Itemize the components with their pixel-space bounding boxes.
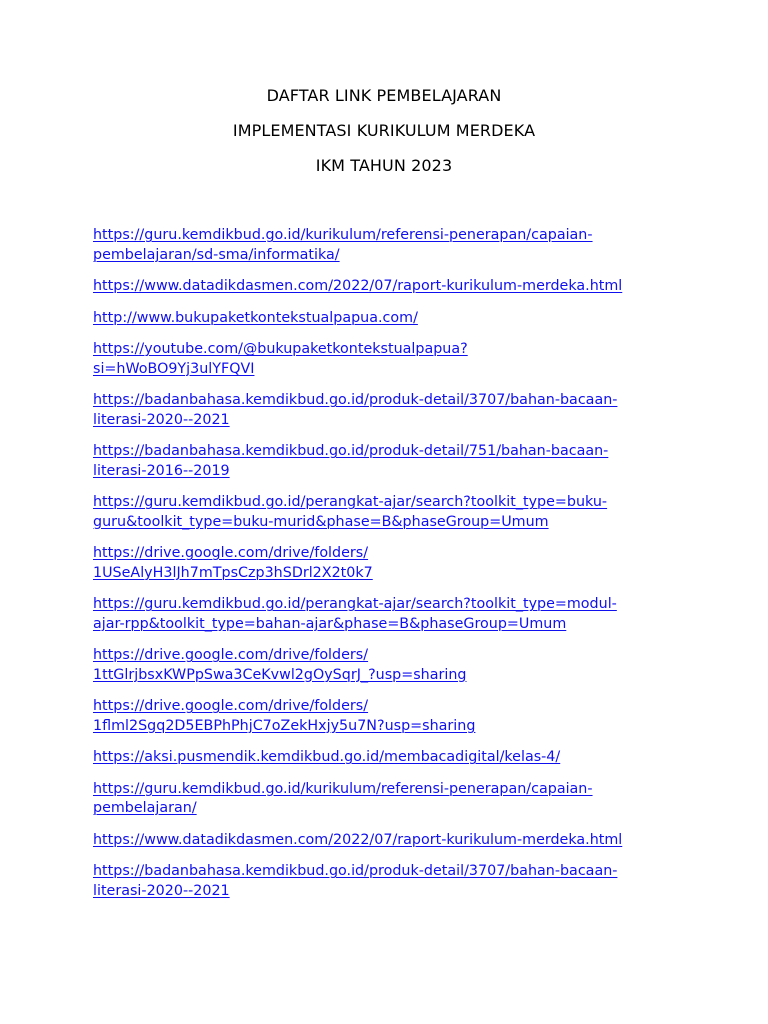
hyperlink-text-line: https://drive.google.com/drive/folders/ [93, 647, 369, 663]
hyperlink-text-line: pembelajaran/ [93, 800, 197, 816]
hyperlink[interactable] [93, 277, 683, 297]
hyperlink-text-line: https://youtube.com/@bukupaketkontekstualpapua? [93, 341, 468, 357]
link-item [93, 697, 683, 736]
hyperlink[interactable] [93, 748, 683, 768]
hyperlink[interactable] [93, 391, 683, 430]
hyperlink[interactable] [93, 309, 683, 329]
hyperlink-text-line: https://www.datadikdasmen.com/2022/07/raport-kurikulum-merdeka.html [93, 831, 623, 848]
hyperlink-text-line: https://www.datadikdasmen.com/2022/07/raport-kurikulum-merdeka.html [93, 278, 623, 294]
hyperlink-text-line: literasi-2020--2021 [93, 411, 230, 428]
link-item [93, 780, 683, 819]
hyperlink-text-line: https://guru.kemdikbud.go.id/kurikulum/referensi-penerapan/capaian- [93, 227, 593, 243]
link-item [93, 340, 683, 379]
hyperlink[interactable] [93, 862, 683, 901]
hyperlink[interactable] [93, 226, 683, 265]
hyperlink-text-line: http://www.bukupaketkontekstualpapua.com/ [93, 309, 418, 326]
title-line-3: IKM TAHUN 2023 [315, 156, 453, 175]
link-item [93, 226, 683, 265]
title-line-2: IMPLEMENTASI KURIKULUM MERDEKA [232, 121, 536, 140]
hyperlink-text-line: https://guru.kemdikbud.go.id/perangkat-ajar/search?toolkit_type=buku- [93, 494, 608, 510]
link-item [93, 391, 683, 430]
link-item [93, 493, 683, 532]
hyperlink-text-line: guru&toolkit_type=buku-murid&phase=B&phaseGroup=Umum [93, 513, 549, 530]
hyperlink[interactable] [93, 780, 683, 819]
link-list [93, 226, 683, 913]
hyperlink-text-line: pembelajaran/sd-sma/informatika/ [93, 246, 340, 263]
hyperlink-text-line: https://drive.google.com/drive/folders/ [93, 545, 369, 561]
link-item [93, 309, 683, 329]
hyperlink-text-line: https://badanbahasa.kemdikbud.go.id/produk-detail/3707/bahan-bacaan- [93, 392, 618, 408]
hyperlink-text-line: https://drive.google.com/drive/folders/ [93, 698, 369, 714]
hyperlink[interactable] [93, 595, 683, 634]
hyperlink[interactable] [93, 697, 683, 736]
hyperlink[interactable] [93, 646, 683, 685]
hyperlink-text-line: literasi-2020--2021 [93, 882, 230, 899]
title-line-1: DAFTAR LINK PEMBELAJARAN [266, 86, 502, 105]
hyperlink-text-line: ajar-rpp&toolkit_type=bahan-ajar&phase=B&phaseGroup=Umum [93, 615, 567, 632]
hyperlink-text-line: https://guru.kemdikbud.go.id/perangkat-ajar/search?toolkit_type=modul- [93, 596, 617, 612]
hyperlink[interactable] [93, 493, 683, 532]
hyperlink-text-line: https://guru.kemdikbud.go.id/kurikulum/referensi-penerapan/capaian- [93, 780, 593, 797]
hyperlink-text-line: https://aksi.pusmendik.kemdikbud.go.id/membacadigital/kelas-4/ [93, 749, 561, 765]
link-item [93, 544, 683, 583]
document-title [0, 86, 768, 191]
hyperlink[interactable] [93, 442, 683, 481]
hyperlink[interactable] [93, 831, 683, 851]
hyperlink-text-line: literasi-2016--2019 [93, 462, 230, 479]
hyperlink-text-line: 1ttGlrjbsxKWPpSwa3CeKvwl2gOySqrJ_?usp=sharing [93, 666, 467, 683]
link-item [93, 442, 683, 481]
link-item [93, 646, 683, 685]
link-item [93, 831, 683, 851]
link-item [93, 277, 683, 297]
hyperlink-text-line: 1USeAlyH3lJh7mTpsCzp3hSDrl2X2t0k7 [93, 564, 373, 581]
hyperlink[interactable] [93, 544, 683, 583]
hyperlink-text-line: 1flml2Sgq2D5EBPhPhjC7oZekHxjy5u7N?usp=sharing [93, 717, 476, 734]
link-item [93, 748, 683, 768]
link-item [93, 862, 683, 901]
link-item [93, 595, 683, 634]
hyperlink-text-line: https://badanbahasa.kemdikbud.go.id/produk-detail/751/bahan-bacaan- [93, 443, 609, 459]
hyperlink-text-line: si=hWoBO9Yj3ulYFQVI [93, 360, 255, 377]
hyperlink-text-line: https://badanbahasa.kemdikbud.go.id/produk-detail/3707/bahan-bacaan- [93, 863, 618, 879]
hyperlink[interactable] [93, 340, 683, 379]
